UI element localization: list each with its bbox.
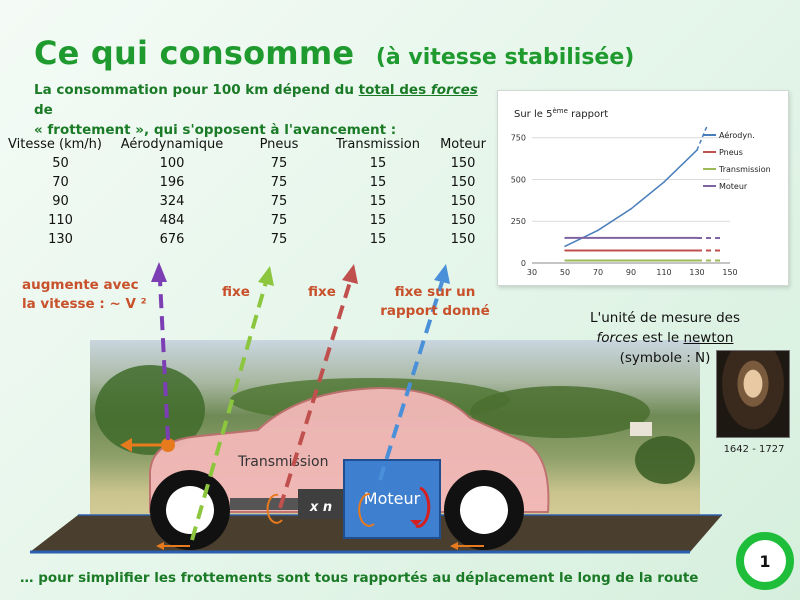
note-transmission: fixe: [308, 284, 336, 300]
cell-speed: 70: [52, 175, 69, 190]
front-wheel: [150, 470, 230, 550]
newton-portrait: [716, 350, 790, 438]
cell-transmission: 15: [369, 194, 387, 209]
intro-text: [34, 80, 494, 140]
title-main: Ce qui consomme: [34, 34, 355, 72]
unit-note-line1: L'unité de mesure des: [590, 310, 740, 326]
cell-pneus: 75: [270, 232, 288, 247]
chart-x-tick-label: 70: [592, 268, 604, 277]
chart-y-tick-label: 750: [510, 133, 526, 143]
table-row: [8, 154, 497, 173]
intro-underlined: total des: [358, 82, 431, 98]
cell-aero: 196: [159, 175, 185, 190]
cell-aero: 100: [159, 156, 185, 171]
title-sub: (à vitesse stabilisée): [375, 45, 635, 70]
chart-legend-label: Transmission: [719, 165, 771, 174]
footer-text: … pour simplifier les frottements sont tous rapportés au déplacement le long de la route: [20, 570, 699, 586]
cell-transmission: 15: [369, 175, 387, 190]
cell-speed: 50: [52, 156, 69, 171]
chart-title-end: rapport: [567, 109, 609, 120]
cell-moteur: 150: [450, 156, 476, 171]
chart-legend-label: Pneus: [719, 148, 743, 157]
header-transmission: Transmission: [336, 136, 420, 152]
forces-table: [8, 134, 497, 249]
table-row: [8, 192, 497, 211]
cell-moteur: 150: [450, 194, 476, 209]
note-moteur-line2: rapport donné: [380, 303, 490, 319]
chart-title: [514, 107, 608, 120]
transmission-arrowhead: [342, 264, 358, 284]
chart-point: [630, 208, 632, 210]
chart-y-tick-label: 250: [510, 217, 526, 227]
chart-point: [564, 237, 566, 239]
header-moteur: Moteur: [440, 136, 486, 152]
rear-wheel: [444, 470, 524, 550]
header-speed: Vitesse (km/h): [8, 136, 102, 152]
chart-x-tick-label: 130: [689, 268, 705, 277]
gearbox-label: x n: [309, 500, 333, 515]
unit-note-newton: newton: [683, 330, 734, 346]
unit-note-line3: (symbole : N): [619, 350, 711, 366]
chart-x-tick-label: 50: [559, 268, 571, 277]
cell-aero: 484: [159, 213, 185, 228]
note-pneus: fixe: [222, 284, 250, 300]
aero-arrowhead: [151, 262, 167, 282]
chart-point: [597, 229, 599, 231]
cell-aero: 676: [159, 232, 185, 247]
cell-transmission: 15: [369, 232, 387, 247]
chart-y-tick-label: 500: [510, 175, 526, 185]
chart-x-tick-label: 90: [625, 268, 637, 277]
chart-y-tick-label: 0: [520, 259, 526, 268]
table-header-row: [8, 134, 497, 154]
chart-point: [663, 237, 665, 239]
chart-series-line: [565, 150, 697, 246]
note-aero-line2: la vitesse : ~ V ²: [22, 296, 147, 312]
cell-speed: 90: [52, 194, 69, 209]
chart-title-sup: ème: [552, 107, 568, 115]
chart-legend-label: Aérodyn.: [719, 131, 755, 140]
cell-transmission: 15: [369, 213, 387, 228]
header-pneus: Pneus: [259, 136, 299, 152]
chart-point: [663, 181, 665, 183]
cell-moteur: 150: [450, 175, 476, 190]
unit-note-forces: forces: [596, 330, 638, 346]
unit-note-mid: est le: [637, 330, 684, 346]
note-aero: [22, 276, 147, 314]
cell-transmission: 15: [369, 156, 387, 171]
chart-title-text: Sur le 5: [514, 109, 553, 120]
page-title: [34, 34, 634, 72]
aero-force-arrowhead: [120, 438, 132, 452]
cell-pneus: 75: [270, 156, 288, 171]
cell-pneus: 75: [270, 175, 288, 190]
note-aero-line1: augmente avec: [22, 277, 139, 293]
cell-speed: 130: [48, 232, 73, 247]
chart-point: [630, 237, 632, 239]
transmission-label: Transmission: [238, 454, 329, 470]
table-row: [8, 173, 497, 192]
newton-years: 1642 - 1727: [723, 444, 785, 455]
page-number: 1: [736, 532, 794, 590]
chart-x-tick-label: 150: [722, 268, 738, 277]
cell-aero: 324: [159, 194, 185, 209]
note-moteur: [380, 283, 490, 321]
chart-x-tick-label: 30: [526, 268, 538, 277]
chart-x-tick-label: 110: [656, 268, 672, 277]
cell-pneus: 75: [270, 213, 288, 228]
cell-speed: 110: [48, 213, 73, 228]
engine-label: Moteur: [363, 489, 421, 508]
chart-legend-label: Moteur: [719, 182, 748, 191]
pneus-arrowhead: [258, 266, 274, 286]
chart-point: [597, 237, 599, 239]
aero-dashed-arrow: [160, 280, 168, 440]
intro-line2: « frottement », qui s'opposent à l'avancement :: [34, 122, 397, 138]
intro-part1: La consommation pour 100 km dépend du: [34, 82, 359, 98]
intro-part2: de: [34, 102, 53, 118]
moteur-arrowhead: [434, 264, 450, 284]
cell-moteur: 150: [450, 232, 476, 247]
cell-pneus: 75: [270, 194, 288, 209]
table-row: [8, 211, 497, 230]
header-aero: Aérodynamique: [120, 136, 224, 152]
intro-forces-word: forces: [430, 82, 478, 98]
note-moteur-line1: fixe sur un: [394, 284, 476, 300]
cell-moteur: 150: [450, 213, 476, 228]
